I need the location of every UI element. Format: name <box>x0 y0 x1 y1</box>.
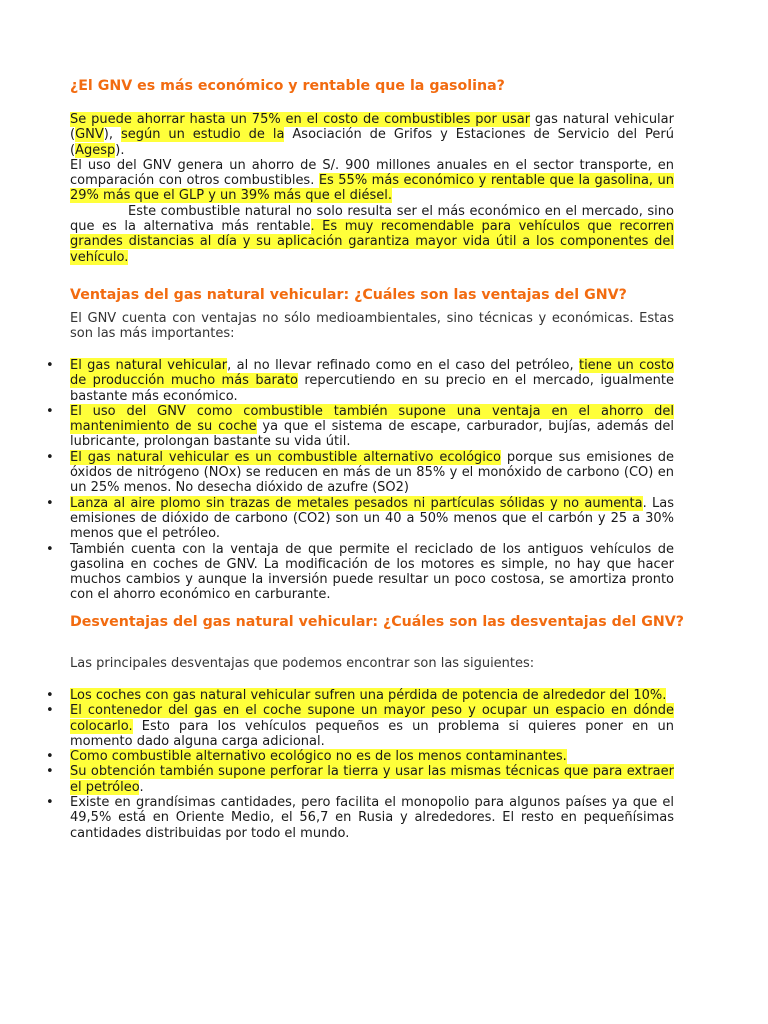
item-text: Existe en grandísimas cantidades, pero facilita el monopolio para algunos países ya que el 49,5% está en Oriente Medio, el 56,7 en Rusia y alrededores. El resto en pequeñísimas cantidades distribuidas por todo el mundo. <box>70 795 674 841</box>
item-text: , al no llevar refinado como en el caso del petróleo, <box>227 358 579 373</box>
intro-text: El uso del GNV genera un ahorro de S/. 900 millones anuales en el sector transporte, en comparación con otros combustibles. <box>70 157 674 189</box>
intro-paragraph-3 <box>70 204 674 265</box>
highlight-percentages: Es 55% más económico y rentable que la gasolina, un 29% más que el GLP y un 39% más que el diésel. <box>70 173 674 204</box>
desventajas-lead: Las principales desventajas que podemos encontrar son las siguientes: <box>70 656 535 671</box>
intro-text: Este combustible natural no solo resulta ser el más económico en el mercado, sino que es la alternativa más rentable <box>70 203 674 235</box>
item-text: repercutiendo en su precio en el mercado, igualmente bastante más económico. <box>70 373 674 404</box>
highlight-text: Como combustible alternativo ecológico no es de los menos contaminantes. <box>70 749 567 765</box>
list-item <box>70 749 674 764</box>
highlight-text: El gas natural vehicular <box>70 358 228 373</box>
item-text: ya que el sistema de escape, carburador, bujías, además del lubricante, prolongan bastante su vida útil. <box>70 419 674 450</box>
list-item <box>70 542 674 603</box>
intro-text: ). <box>115 142 125 158</box>
item-text: Esto para los vehículos pequeños es un problema si quieres poner en un momento dado alguna carga adicional. <box>70 718 674 749</box>
highlight-gnv: GNV <box>75 127 104 143</box>
desventajas-list <box>70 688 674 841</box>
highlight-recommendation: . Es muy recomendable para vehículos que recorren grandes distancias al día y su aplicación garantiza mayor vida útil a los componentes del vehículo. <box>70 219 674 265</box>
ventajas-heading: Ventajas del gas natural vehicular: ¿Cuáles son las ventajas del GNV? <box>70 287 627 303</box>
highlight-text: Su obtención también supone perforar la tierra y usar las mismas técnicas que para extraer el petróleo <box>70 764 674 795</box>
highlight-study: según un estudio de la <box>120 127 285 143</box>
list-item <box>70 450 674 496</box>
item-text: . <box>139 779 144 795</box>
highlight-text: Lanza al aire plomo sin trazas de metales pesados ni partículas sólidas y no aumenta <box>70 495 643 511</box>
intro-paragraph-2 <box>70 158 674 204</box>
highlight-text: El contenedor del gas en el coche supone un mayor peso y ocupar un espacio en dónde colocarlo. <box>70 703 674 734</box>
item-text: También cuenta con la ventaja de que permite el reciclado de los antiguos vehículos de gasolina en coches de GNV. La modificación de los motores es simple, no hay que hacer muchos cambios y aunque la inversión puede resultar un poco costosa, se amortiza pronto con el ahorro económico en carburante. <box>70 541 674 603</box>
list-item <box>70 703 674 749</box>
list-item <box>70 404 674 450</box>
list-item <box>70 358 674 404</box>
highlight-savings: Se puede ahorrar hasta un 75% en el costo de combustibles por usar <box>70 112 531 127</box>
highlight-text: El uso del GNV como combustible también supone una ventaja en el ahorro del mantenimiento de su coche <box>70 403 674 435</box>
highlight-text: Los coches con gas natural vehicular sufren una pérdida de potencia de alrededor del 10%. <box>70 688 667 703</box>
intro-section <box>70 112 674 265</box>
intro-paragraph-1 <box>70 112 674 158</box>
ventajas-list <box>70 358 674 603</box>
ventajas-lead: El GNV cuenta con ventajas no sólo medioambientales, sino técnicas y económicas. Estas son las más importantes: <box>70 311 674 342</box>
intro-text: Asociación de Grifos y Estaciones de Servicio del Perú ( <box>70 127 674 158</box>
highlight-text: tiene un costo de producción mucho más barato <box>70 358 674 389</box>
highlight-text: El gas natural vehicular es un combustible alternativo ecológico <box>70 449 502 465</box>
item-text: . Las emisiones de dióxido de carbono (CO2) son un 40 a 50% menos que el carbón y 25 a 30% menos que el petróleo. <box>70 495 674 542</box>
list-item <box>70 764 674 795</box>
desventajas-heading: Desventajas del gas natural vehicular: ¿Cuáles son las desventajas del GNV? <box>70 614 684 630</box>
list-item <box>70 795 674 841</box>
item-text: porque sus emisiones de óxidos de nitrógeno (NOx) se reducen en más de un 85% y el monóxido de carbono (CO) en un 25% menos. No desecha dióxido de azufre (SO2) <box>70 449 675 496</box>
intro-text: ), <box>103 127 121 143</box>
highlight-agesp: Agesp <box>75 142 116 158</box>
intro-text: gas natural vehicular ( <box>70 112 674 143</box>
page-title: ¿El GNV es más económico y rentable que la gasolina? <box>70 78 505 94</box>
list-item <box>70 688 674 703</box>
list-item <box>70 496 674 542</box>
